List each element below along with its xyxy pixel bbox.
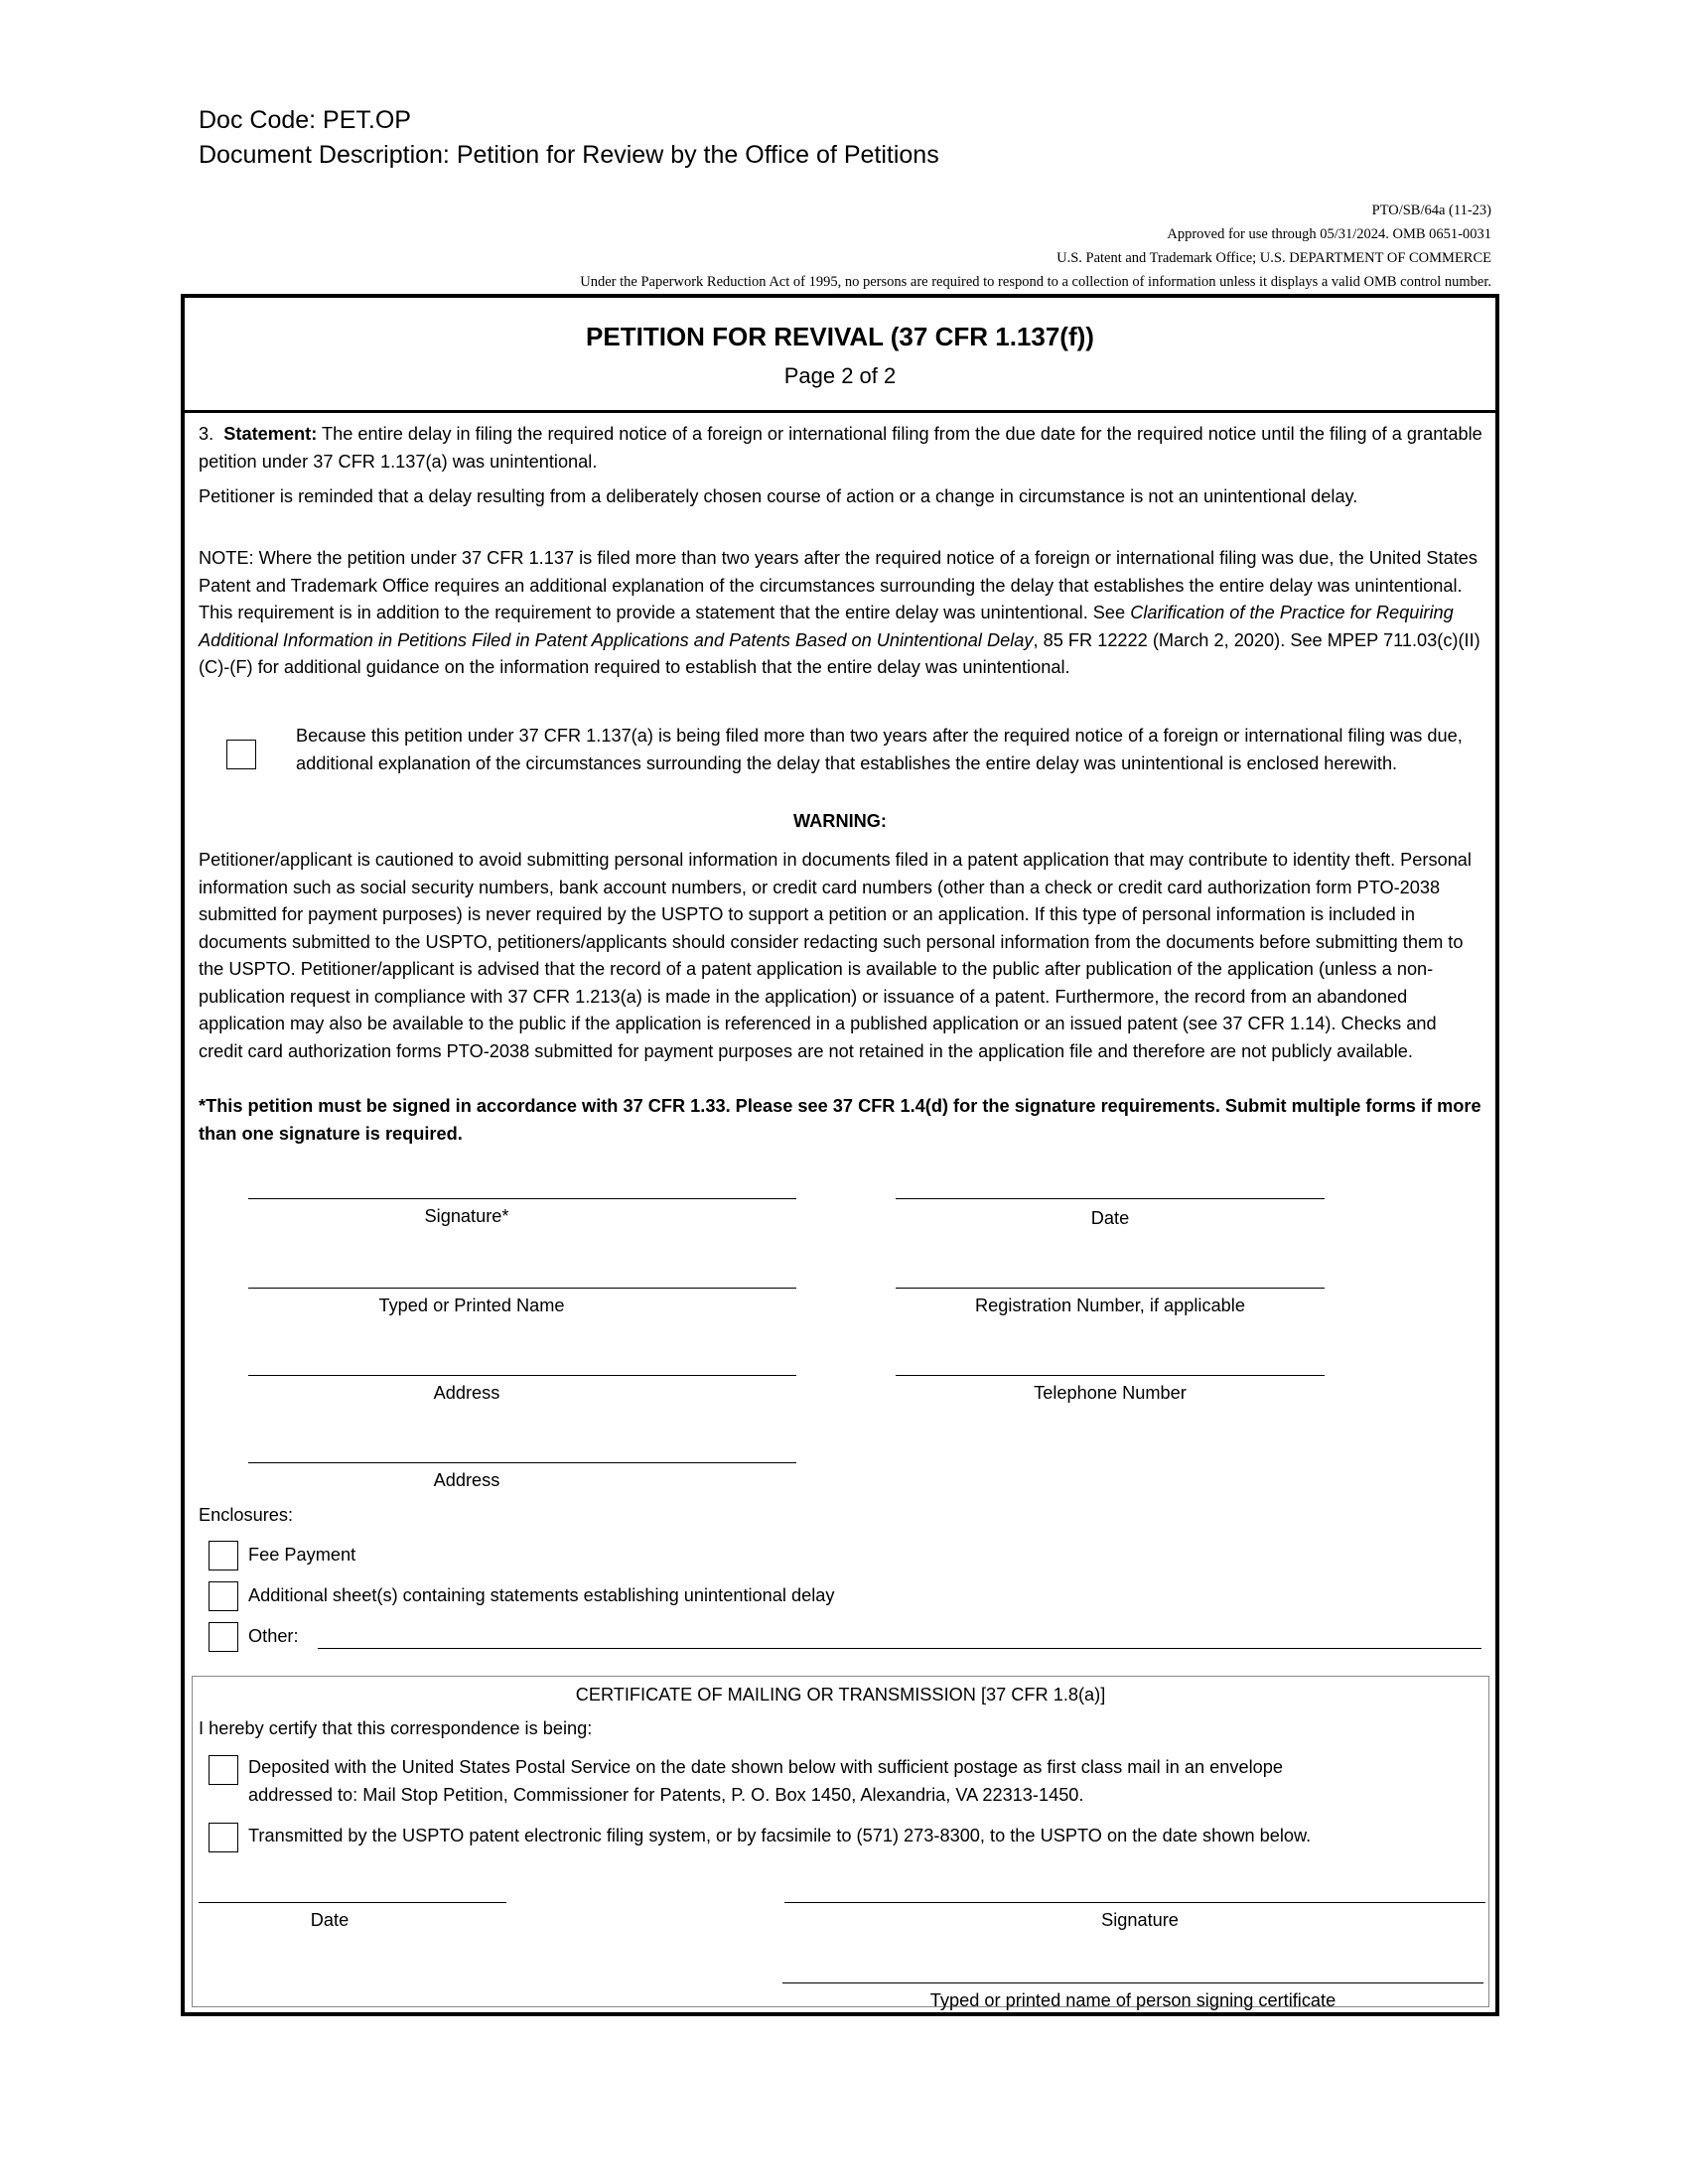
statement-text: The entire delay in filing the required notice of a foreign or international filing from the due date for the required notice until the filing of a grantable petition under 37 CFR 1.137(a) was unintentional. [199, 424, 1482, 472]
certificate-name-label: Typed or printed name of person signing certificate [929, 1990, 1336, 2010]
typed-name-line[interactable] [248, 1288, 796, 1289]
note-citation: Clarification of the Practice for Requiring Additional Information in Petitions Filed in Patent Applications and Patents Based on Unintentional Delay [199, 603, 1454, 650]
address-line-2[interactable] [248, 1462, 796, 1463]
typed-name-label: Typed or Printed Name [378, 1296, 565, 1315]
note-paragraph [199, 545, 1484, 682]
certificate-signature-label: Signature [1101, 1910, 1179, 1930]
mail-text-1: Deposited with the United States Postal Service on the date shown below with sufficient postage as first class mail in an envelope [248, 1757, 1283, 1777]
telephone-line[interactable] [896, 1375, 1325, 1376]
warning-text: Petitioner/applicant is cautioned to avoid submitting personal information in documents filed in a patent application that may contribute to identity theft. Personal information such as social security numbers, bank account numbers, or credit card numbers (other than a check or credit card authorization form PTO-2038 submitted for payment purposes) is never required by the USPTO to support a petition or an application. If this type of personal information is included in documents submitted to the USPTO, petitioners/applicants should consider redacting such personal information from the documents before submitting them to the USPTO. Petitioner/applicant is advised that the record of a patent application is available to the public after publication of the application (unless a non-publication request in compliance with 37 CFR 1.213(a) is made in the application) or issuance of a patent. Furthermore, the record from an abandoned application may also be available to the public if the application is referenced in a published application or an issued patent (see 37 CFR 1.14). Checks and credit card authorization forms PTO-2038 submitted for payment purposes are not retained in the application file and therefore are not publicly available. [199, 850, 1472, 1061]
note-text-end: , 85 FR 12222 (March 2, 2020). See MPEP 711.03(c)(II)(C)-(F) for additional guidance on the information required to establish that the entire delay was unintentional. [199, 629, 1480, 677]
telephone-label: Telephone Number [1034, 1383, 1187, 1403]
two-year-explanation-text: Because this petition under 37 CFR 1.137(a) is being filed more than two years after the required notice of a foreign or international filing was due, additional explanation of the circumstances surrounding the delay that establishes the entire delay was unintentional is enclosed herewith. [296, 726, 1463, 773]
certificate-date-line[interactable] [199, 1902, 506, 1903]
other-label: Other: [248, 1626, 299, 1646]
paperwork-notice: Under the Paperwork Reduction Act of 1995, no persons are required to respond to a collection of information unless it displays a valid OMB control number. [580, 274, 1491, 290]
note-text: NOTE: Where the petition under 37 CFR 1.137 is filed more than two years after the required notice of a foreign or international filing was due, the United States Patent and Trademark Office requires an additional explanation of the circumstances surrounding the delay that establishes the entire delay was unintentional. This requirement is in addition to the requirement to provide a statement that the entire delay was unintentional. See [199, 548, 1477, 622]
approval-text: Approved for use through 05/31/2024. OMB 0651-0031 [1167, 226, 1491, 242]
signature-label: Signature* [424, 1206, 509, 1226]
signature-requirement-note: *This petition must be signed in accordance with 37 CFR 1.33. Please see 37 CFR 1.4(d) for the signature requirements. Submit multiple forms if more than one signature is required. [199, 1096, 1481, 1144]
page-indicator: Page 2 of 2 [783, 363, 897, 388]
agency-text: U.S. Patent and Trademark Office; U.S. DEPARTMENT OF COMMERCE [1056, 250, 1491, 266]
mail-checkbox[interactable] [209, 1755, 238, 1785]
enclosures-label: Enclosures: [199, 1505, 294, 1525]
date-label: Date [1090, 1208, 1130, 1228]
form-number: PTO/SB/64a (11-23) [1371, 203, 1491, 218]
address-label-1: Address [433, 1383, 500, 1403]
other-field-line[interactable] [318, 1648, 1481, 1649]
certificate-name-line[interactable] [782, 1982, 1483, 1983]
certificate-title: CERTIFICATE OF MAILING OR TRANSMISSION [37 CFR 1.8(a)] [575, 1685, 1106, 1705]
certificate-signature-line[interactable] [784, 1902, 1485, 1903]
form-title: PETITION FOR REVIVAL (37 CFR 1.137(f)) [586, 322, 1094, 351]
fee-payment-label: Fee Payment [248, 1545, 356, 1565]
signature-line[interactable] [248, 1198, 796, 1199]
two-year-explanation-checkbox[interactable] [226, 740, 256, 769]
address-label-2: Address [433, 1470, 500, 1490]
reminder-paragraph: Petitioner is reminded that a delay resulting from a deliberately chosen course of action or a change in circumstance is not an unintentional delay. [199, 486, 1358, 506]
warning-heading: WARNING: [793, 811, 887, 831]
mail-text-2: addressed to: Mail Stop Petition, Commissioner for Patents, P. O. Box 1450, Alexandria, VA 22313-1450. [248, 1785, 1084, 1805]
doc-description: Document Description: Petition for Review by the Office of Petitions [199, 141, 939, 169]
doc-code: Doc Code: PET.OP [199, 106, 411, 134]
additional-sheets-label: Additional sheet(s) containing statements establishing unintentional delay [248, 1585, 835, 1605]
transmit-checkbox[interactable] [209, 1823, 238, 1852]
certificate-intro: I hereby certify that this correspondence is being: [199, 1718, 593, 1738]
registration-line[interactable] [896, 1288, 1325, 1289]
statement-paragraph [199, 421, 1484, 476]
statement-label: Statement: [223, 424, 318, 444]
date-line[interactable] [896, 1198, 1325, 1199]
registration-label: Registration Number, if applicable [975, 1296, 1245, 1315]
statement-number: 3. [199, 424, 214, 444]
fee-payment-checkbox[interactable] [209, 1541, 238, 1570]
transmit-text: Transmitted by the USPTO patent electronic filing system, or by facsimile to (571) 273-8300, to the USPTO on the date shown below. [248, 1826, 1312, 1845]
certificate-date-label: Date [310, 1910, 350, 1930]
title-box [181, 294, 1499, 413]
additional-sheets-checkbox[interactable] [209, 1581, 238, 1611]
address-line-1[interactable] [248, 1375, 796, 1376]
other-checkbox[interactable] [209, 1622, 238, 1652]
